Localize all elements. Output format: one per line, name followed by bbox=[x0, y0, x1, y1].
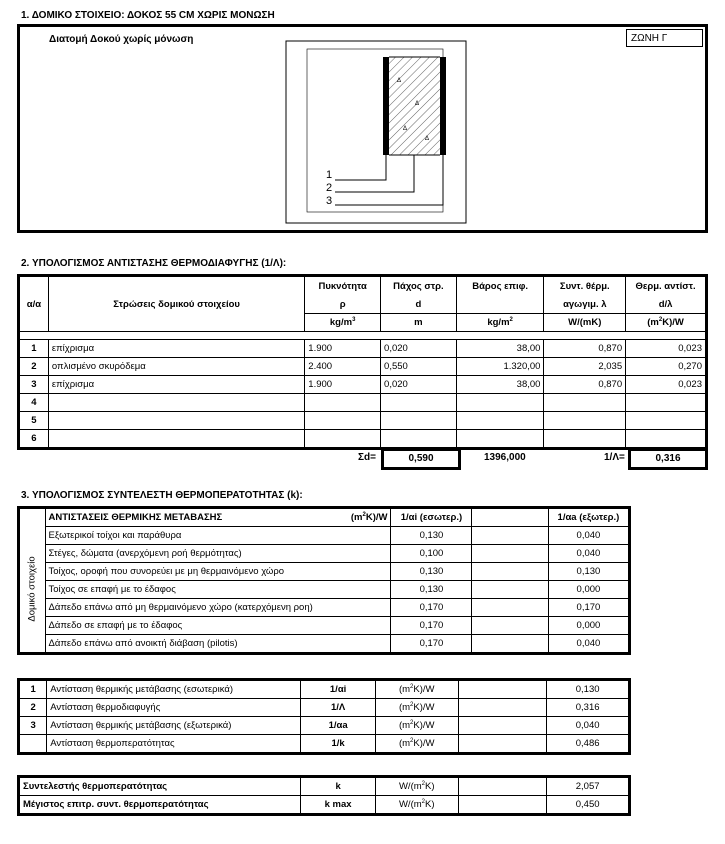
table-row: Δομικό στοιχείο Εξωτερικοί τοίχοι και παράθυρα 0,130 0,040 bbox=[19, 527, 630, 545]
side-label: Δομικό στοιχείο bbox=[26, 556, 38, 622]
inv-lambda-value: 0,316 bbox=[628, 448, 708, 470]
resistance-table bbox=[17, 274, 708, 450]
svg-text:Δ: Δ bbox=[403, 126, 408, 132]
diagram-label-1: 1 bbox=[326, 169, 333, 181]
header-res-sym: d/λ bbox=[626, 296, 707, 314]
svg-text:Δ: Δ bbox=[415, 101, 420, 107]
table-row: Μέγιστος επιτρ. συντ. θερμοπερατότητας k max $W/(m^2K)$ 0,450 bbox=[19, 796, 630, 815]
table-row: Στέγες, δώματα (ανερχόμενη ροή θερμότητας) 0,100 0,040 bbox=[19, 545, 630, 563]
header-aa-ext: 1/αa (εξωτερ.) bbox=[548, 508, 629, 527]
table-row: 1 Αντίσταση θερμικής μετάβασης (εσωτερικά) 1/αi $(m^2K)/W$ 0,130 bbox=[19, 680, 630, 699]
diagram-label-3: 3 bbox=[326, 195, 333, 207]
header-density: Πυκνότητα bbox=[305, 276, 381, 296]
header-cond-unit: W/(mK) bbox=[544, 314, 626, 332]
sum-weight-value: 1396,000 bbox=[484, 452, 526, 463]
table-row: 4 bbox=[19, 394, 707, 412]
table-row: Δάπεδο επάνω από ανοικτή διάβαση (pilotis) 0,170 0,040 bbox=[19, 635, 630, 654]
table-row: 3 Αντίσταση θερμικής μετάβασης (εξωτερικά) 1/αa $(m^2K)/W$ 0,040 bbox=[19, 717, 630, 735]
transfer-header-unit: $(m^2K)/W$ bbox=[320, 508, 391, 527]
table-row: 6 bbox=[19, 430, 707, 449]
header-thickness-sym: d bbox=[381, 296, 457, 314]
section1-box bbox=[17, 24, 708, 233]
header-res: Θερμ. αντίστ. bbox=[626, 276, 707, 296]
header-ai: 1/αi (εσωτερ.) bbox=[391, 508, 472, 527]
header-density-unit: $kg/m^3$ bbox=[305, 314, 381, 332]
section1-subtitle: Διατομή Δοκού χωρίς μόνωση bbox=[49, 34, 194, 45]
table-row: 3 επίχρισμα 1.900 0,020 38,00 0,870 0,023 bbox=[19, 376, 707, 394]
table-row: 2 οπλισμένο σκυρόδεμα 2.400 0,550 1.320,00 2,035 0,270 bbox=[19, 358, 707, 376]
header-cond2: αγωγιμ. λ bbox=[544, 296, 626, 314]
beam-cross-section-diagram bbox=[285, 40, 467, 224]
header-aa: α/α bbox=[19, 276, 49, 332]
zone-label: ΖΩΝΗ Γ bbox=[631, 33, 668, 44]
transfer-resistance-table bbox=[17, 506, 631, 655]
final-table bbox=[17, 775, 631, 816]
svg-text:Δ: Δ bbox=[397, 78, 402, 84]
sum-d-value: 0,590 bbox=[381, 448, 461, 470]
header-weight-unit: $kg/m^2$ bbox=[456, 314, 544, 332]
table-row: Συντελεστής θερμοπερατότητας k $W/(m^2K)$ 2,057 bbox=[19, 777, 630, 796]
zone-box bbox=[626, 29, 703, 47]
table-row: Τοίχος σε επαφή με το έδαφος 0,130 0,000 bbox=[19, 581, 630, 599]
diagram-label-2: 2 bbox=[326, 182, 333, 194]
table-row: 5 bbox=[19, 412, 707, 430]
header-cond: Συντ. θέρμ. bbox=[544, 276, 626, 296]
svg-text:Δ: Δ bbox=[425, 136, 430, 142]
table-row: Δάπεδο σε επαφή με το έδαφος 0,170 0,000 bbox=[19, 617, 630, 635]
section3-title: 3. ΥΠΟΛΟΓΙΣΜΟΣ ΣΥΝΤΕΛΕΣΤΗ ΘΕΡΜΟΠΕΡΑΤΟΤΗΤΑΣ (k): bbox=[21, 490, 303, 501]
header-weight: Βάρος επιφ. bbox=[456, 276, 544, 296]
table-row: Δάπεδο επάνω από μη θερμαινόμενο χώρο (κατερχόμενη ροη) 0,170 0,170 bbox=[19, 599, 630, 617]
table-row: 1 επίχρισμα 1.900 0,020 38,00 0,870 0,023 bbox=[19, 340, 707, 358]
header-res-unit: $(m^2K)/W$ bbox=[626, 314, 707, 332]
header-layers: Στρώσεις δομικού στοιχείου bbox=[48, 276, 304, 332]
section1-title: 1. ΔΟΜΙΚΟ ΣΤΟΙΧΕΙΟ: ΔΟΚΟΣ 55 CM ΧΩΡΙΣ ΜΟΝΩΣΗ bbox=[21, 10, 275, 21]
table-row: Τοίχος, οροφή που συνορεύει με μη θερμαινόμενο χώρο 0,130 0,130 bbox=[19, 563, 630, 581]
table-row: 2 Αντίσταση θερμοδιαφυγής 1/Λ $(m^2K)/W$ 0,316 bbox=[19, 699, 630, 717]
table-row: Αντίσταση θερμοπερατότητας 1/k $(m^2K)/W$ 0,486 bbox=[19, 735, 630, 754]
sum-d-label: Σd= bbox=[358, 452, 376, 463]
summary-table bbox=[17, 678, 631, 755]
header-thickness: Πάχος στρ. bbox=[381, 276, 457, 296]
section2-title: 2. ΥΠΟΛΟΓΙΣΜΟΣ ΑΝΤΙΣΤΑΣΗΣ ΘΕΡΜΟΔΙΑΦΥΓΗΣ (1/Λ): bbox=[21, 258, 287, 269]
header-thickness-unit: m bbox=[381, 314, 457, 332]
transfer-header-label: ΑΝΤΙΣΤΑΣΕΙΣ ΘΕΡΜΙΚΗΣ ΜΕΤΑΒΑΣΗΣ bbox=[45, 508, 320, 527]
inv-lambda-label: 1/Λ= bbox=[604, 452, 625, 463]
header-density-sym: ρ bbox=[305, 296, 381, 314]
